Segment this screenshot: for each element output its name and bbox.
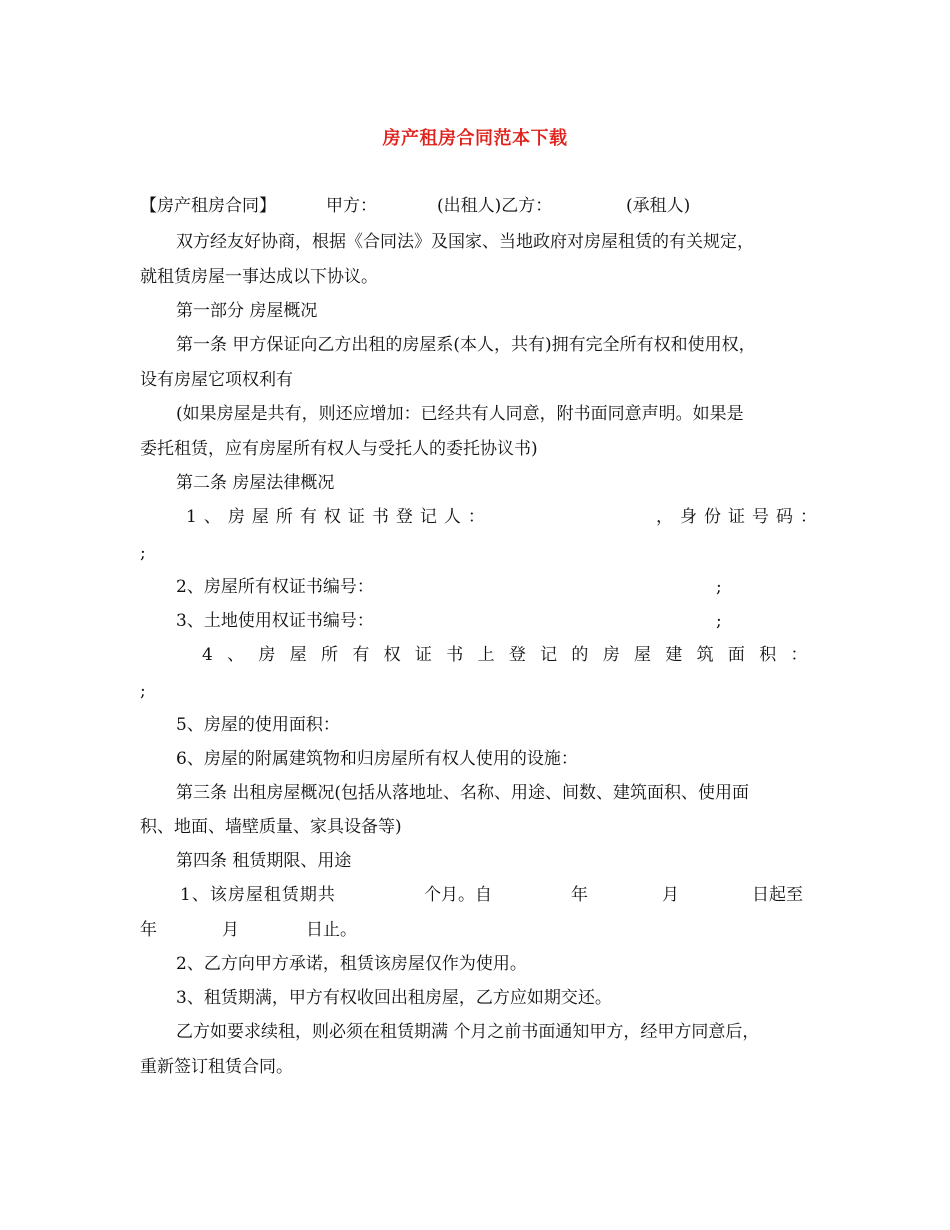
article-2-heading: 第二条 房屋法律概况 xyxy=(176,473,335,493)
item-2-4-end: ; xyxy=(140,681,146,701)
item-4-1-months: 个月。自 xyxy=(424,885,492,905)
item-4-1-month-end: 月 xyxy=(222,920,239,940)
item-4-1-month-start: 月 xyxy=(662,885,679,905)
party-a-label: 甲方： xyxy=(326,196,377,216)
article-3-line-2: 积、地面、墙壁质量、家具设备等) xyxy=(140,817,402,837)
renewal-line-1: 乙方如要求续租，则必须在租赁期满 个月之前书面通知甲方，经甲方同意后， xyxy=(176,1022,760,1042)
item-2-2: 2、房屋所有权证书编号： xyxy=(176,577,374,597)
item-2-3-end: ; xyxy=(716,611,722,631)
contract-label: 【房产租房合同】 xyxy=(140,196,276,216)
item-4-1-year-end: 年 xyxy=(140,920,157,940)
intro-line-2: 就租赁房屋一事达成以下协议。 xyxy=(140,267,378,287)
item-2-1-id: ，身份证号码： xyxy=(656,507,824,527)
article-1-note-line-2: 委托租赁，应有房屋所有权人与受托人的委托协议书) xyxy=(140,439,538,459)
item-2-1-end: ; xyxy=(140,543,146,563)
article-3-line-1: 第三条 出租房屋概况(包括从落地址、名称、用途、间数、建筑面积、使用面 xyxy=(176,783,750,803)
article-1-note-line-1: (如果房屋是共有，则还应增加：已经共有人同意，附书面同意声明。如果是 xyxy=(176,404,744,424)
lessor-tag: (出租人)乙方： xyxy=(437,196,553,216)
article-1-line-2: 设有房屋它项权利有 xyxy=(140,370,293,390)
article-1-line-1: 第一条 甲方保证向乙方出租的房屋系(本人，共有)拥有完全所有权和使用权， xyxy=(176,335,756,355)
item-4-1-year-start: 年 xyxy=(571,885,588,905)
item-2-3: 3、土地使用权证书编号： xyxy=(176,611,374,631)
item-4-1-day-start: 日起至 xyxy=(752,885,803,905)
item-2-6: 6、房屋的附属建筑物和归房屋所有权人使用的设施： xyxy=(176,749,578,769)
item-2-5: 5、房屋的使用面积： xyxy=(176,715,340,735)
article-4-heading: 第四条 租赁期限、用途 xyxy=(176,851,352,871)
item-2-4: 4、房屋所有权证书上登记的房屋建筑面积： xyxy=(202,645,822,665)
item-4-1-day-end: 日止。 xyxy=(306,920,357,940)
part-one-heading: 第一部分 房屋概况 xyxy=(176,301,318,321)
document-title: 房产租房合同范本下载 xyxy=(382,128,568,149)
renewal-line-2: 重新签订租赁合同。 xyxy=(140,1057,293,1077)
item-2-2-end: ; xyxy=(716,577,722,597)
item-4-3: 3、租赁期满，甲方有权收回出租房屋，乙方应如期交还。 xyxy=(176,988,612,1008)
lessee-tag: (承租人) xyxy=(626,196,691,216)
item-4-1-term: 1、该房屋租赁期共 xyxy=(180,885,336,905)
item-2-1-owner: 1、房屋所有权证书登记人： xyxy=(186,507,492,527)
item-4-2: 2、乙方向甲方承诺，租赁该房屋仅作为使用。 xyxy=(176,954,527,974)
intro-line-1: 双方经友好协商，根据《合同法》及国家、当地政府对房屋租赁的有关规定， xyxy=(176,232,754,252)
